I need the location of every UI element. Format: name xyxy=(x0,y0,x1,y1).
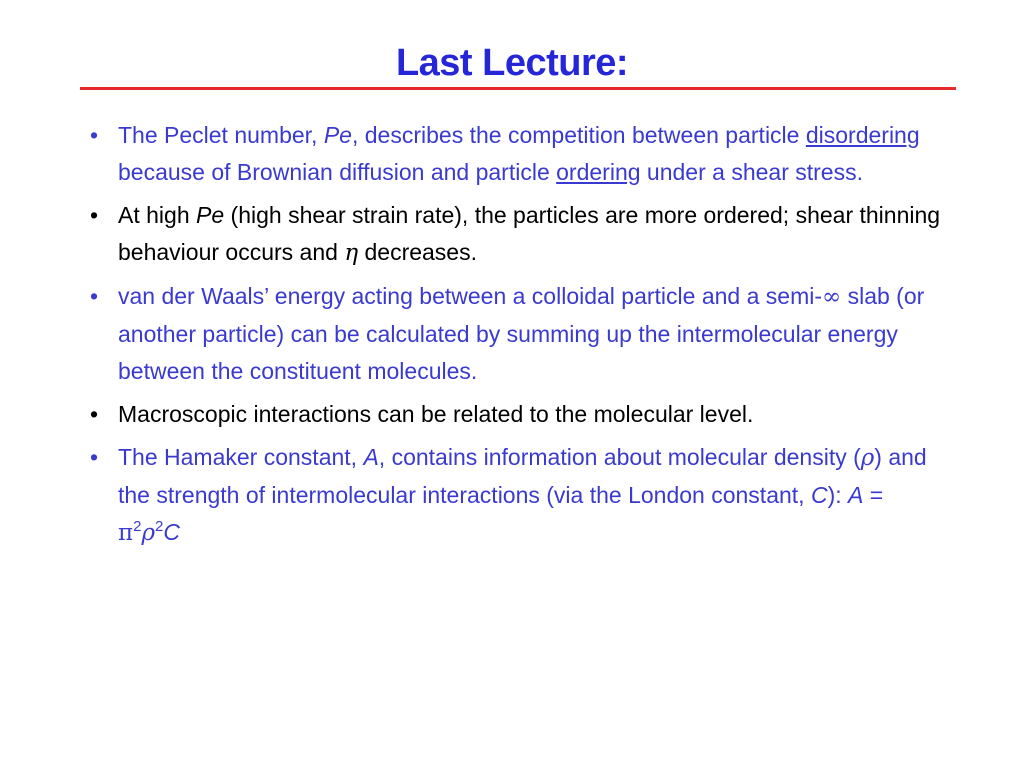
bullet-text-run: van der Waals’ energy acting between a colloidal particle and a semi- xyxy=(118,283,823,309)
bullet-list xyxy=(84,117,944,558)
bullet-item xyxy=(84,396,944,433)
bullet-dot: • xyxy=(89,283,99,309)
bullet-item xyxy=(84,117,944,191)
slide-title: Last Lecture: xyxy=(395,42,629,84)
bullet-text-run: ) and the strength of intermolecular interactions (via the London constant, xyxy=(118,444,927,508)
bullet-text-run: (high shear strain rate), the particles are more ordered; shear thinning behaviour occurs and xyxy=(118,202,941,265)
bullet-text-run: Pe xyxy=(323,122,352,148)
bullet-dot: • xyxy=(89,122,99,148)
bullet-text-run: under a shear stress. xyxy=(640,159,863,185)
bullet-item xyxy=(84,197,944,272)
title-underline-rule xyxy=(80,87,956,90)
bullet-item xyxy=(84,439,944,552)
bullet-text-run: , describes the competition between particle xyxy=(351,122,806,148)
bullet-text-run: Macroscopic interactions can be related to the molecular level. xyxy=(118,401,754,427)
bullet-text-run: η xyxy=(344,240,359,266)
bullet-text-run: The Peclet number, xyxy=(118,122,324,148)
bullet-text-run: The Hamaker constant, xyxy=(118,444,364,470)
bullet-text-run: 2 xyxy=(155,518,164,535)
bullet-text-run: ): xyxy=(827,482,849,508)
bullet-text-run: = xyxy=(863,482,884,508)
bullet-text-run: π xyxy=(118,520,134,546)
bullet-dot: • xyxy=(89,202,99,228)
bullet-text-run: ρ xyxy=(860,445,875,471)
bullet-text-run: ∞ xyxy=(822,284,842,310)
bullet-dot: • xyxy=(89,444,99,470)
bullet-text-run: ρ xyxy=(141,520,155,546)
bullet-text-run: , contains information about molecular density ( xyxy=(378,444,861,470)
bullet-item xyxy=(84,278,944,390)
bullet-text-run: decreases. xyxy=(358,239,477,265)
bullet-text-run: slab (or another particle) can be calculated by summing up the intermolecular energy between the constituent molecules. xyxy=(118,283,925,384)
bullet-text-run: disordering xyxy=(805,122,920,148)
bullet-text-run: Pe xyxy=(196,202,225,228)
bullet-text-run: because of Brownian diffusion and particle xyxy=(118,159,557,185)
bullet-dot: • xyxy=(89,401,99,427)
bullet-text-run: C xyxy=(163,519,180,545)
bullet-text-run: At high xyxy=(118,202,196,228)
bullet-text-run: 2 xyxy=(133,518,142,535)
bullet-text-run: ordering xyxy=(556,159,641,185)
bullet-text-run: A xyxy=(363,444,379,470)
bullet-text-run: C xyxy=(810,482,828,508)
bullet-text-run: A xyxy=(848,482,864,508)
